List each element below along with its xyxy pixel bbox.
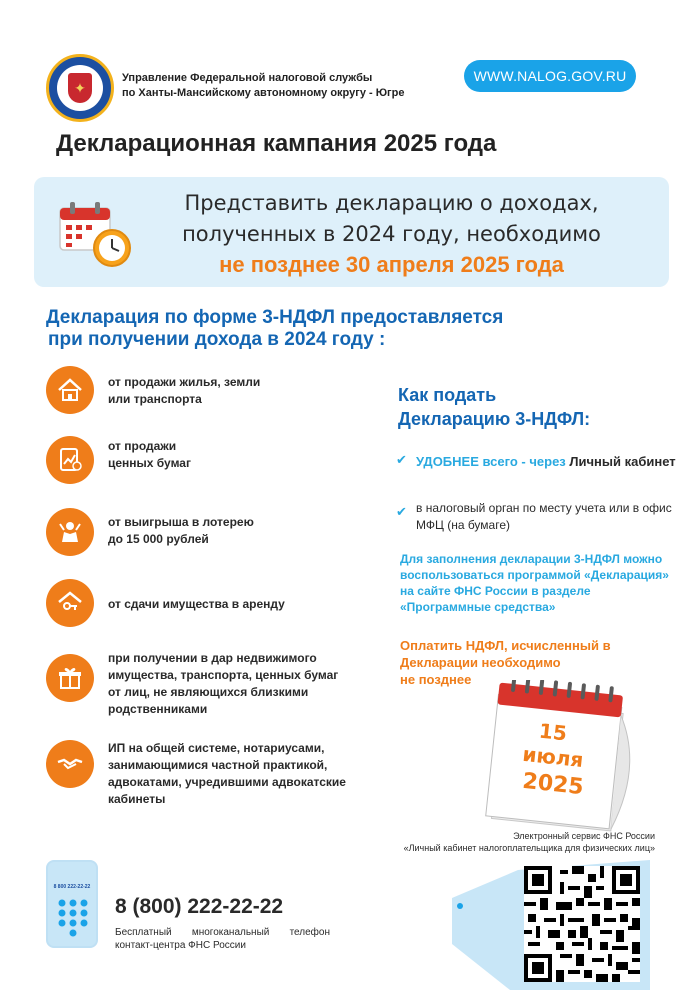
income-item-6-line-2: занимающимися частной практикой, [108,758,328,772]
income-item-1-line-2: или транспорта [108,392,202,406]
income-item-5-line-1: при получении в дар недвижимого [108,651,317,665]
pay-line-3: не позднее [400,672,472,687]
how-to-submit-title [398,383,590,431]
lottery-winner-icon [46,508,94,556]
house-key-icon [46,579,94,627]
securities-chart-icon [46,436,94,484]
eagle-shield-icon: ✦ [68,73,92,103]
lk-caption-line-1: Электронный сервис ФНС России [513,831,655,841]
section-title [46,307,606,351]
how-title-line-1: Как подать [398,385,497,405]
org-line-2: по Ханты-Мансийскому автономному округу - Югре [122,87,405,99]
page-title: Декларационная кампания 2025 года [56,130,497,157]
lk-caption-line-2: «Личный кабинет налогоплательщика для физических лиц» [403,843,655,853]
section-title-line-2: при получении дохода в 2024 году : [48,329,386,350]
income-item-6-line-1: ИП на общей системе, нотариусами, [108,741,325,755]
website-link[interactable]: WWW.NALOG.GOV.RU [464,60,636,92]
income-item-2 [108,438,348,472]
program-note: Для заполнения декларации 3-НДФЛ можно воспользоваться программой «Декларация» на сайте ФНС России в разделе «Программные средства» [400,552,669,614]
qr-code[interactable] [524,866,640,982]
banner-deadline: не позднее 30 апреля 2025 года [219,252,564,277]
hotline-description [115,926,330,952]
income-item-4 [108,596,348,613]
organization-name [122,71,452,101]
way1-highlight: УДОБНЕЕ всего - через [416,454,566,469]
way-tax-office: в налоговый орган по месту учета или в офис МФЦ (на бумаге) [416,501,672,532]
pay-date-year: 2025 [521,768,585,801]
pay-line-1: Оплатить НДФЛ, исчисленный в [400,638,611,653]
pay-line-2: Декларации необходимо [400,655,561,670]
pay-date-month: июля [521,741,585,773]
fns-emblem [46,54,114,122]
org-line-1: Управление Федеральной налоговой службы [122,72,373,84]
income-item-3-line-2: до 15 000 рублей [108,532,209,546]
phone-screen-number: 8 800 222-22-22 [53,884,91,890]
checkmark-icon: ✔ [396,504,407,519]
section-title-line-1: Декларация по форме 3-НДФЛ предоставляется [46,307,504,328]
checkmark-icon: ✔ [396,452,407,467]
house-sale-icon [46,366,94,414]
how-title-line-2: Декларацию 3-НДФЛ: [398,409,591,429]
phone-desc-line-1: Бесплатный многоканальный телефон [115,927,330,938]
emblem-inner [57,65,103,111]
income-item-3 [108,514,348,548]
income-item-2-line-1: от продажи [108,439,177,453]
banner-line-2: полученных в 2024 году, необходимо [182,222,601,246]
income-item-4-line-1: от сдачи имущества в аренду [108,597,285,611]
income-item-6-line-4: кабинеты [108,792,166,806]
income-item-5-line-3: от лиц, не являющихся близкими [108,685,309,699]
income-item-6-line-3: адвокатами, учредившими адвокатские [108,775,346,789]
income-item-5-line-2: имущества, транспорта, ценных бумаг [108,668,339,682]
phone-icon [46,860,98,948]
way1-rest: Личный кабинет [569,454,676,469]
income-item-5-line-4: родственниками [108,702,208,716]
personal-account-caption [330,830,655,854]
income-item-5 [108,650,368,718]
pay-date-day: 15 [537,718,569,746]
income-item-2-line-2: ценных бумаг [108,456,191,470]
income-item-6 [108,740,388,808]
phone-desc-line-2: контакт-центра ФНС России [115,940,246,951]
handshake-icon [46,740,94,788]
keypad-icon [57,898,89,938]
gift-icon [46,654,94,702]
income-item-1-line-1: от продажи жилья, земли [108,375,261,389]
income-item-1 [108,374,348,408]
income-item-3-line-1: от выигрыша в лотерею [108,515,254,529]
banner-line-1: Представить декларацию о доходах, [184,191,599,215]
hotline-phone[interactable]: 8 (800) 222-22-22 [115,895,284,918]
way-personal-account [416,453,676,470]
